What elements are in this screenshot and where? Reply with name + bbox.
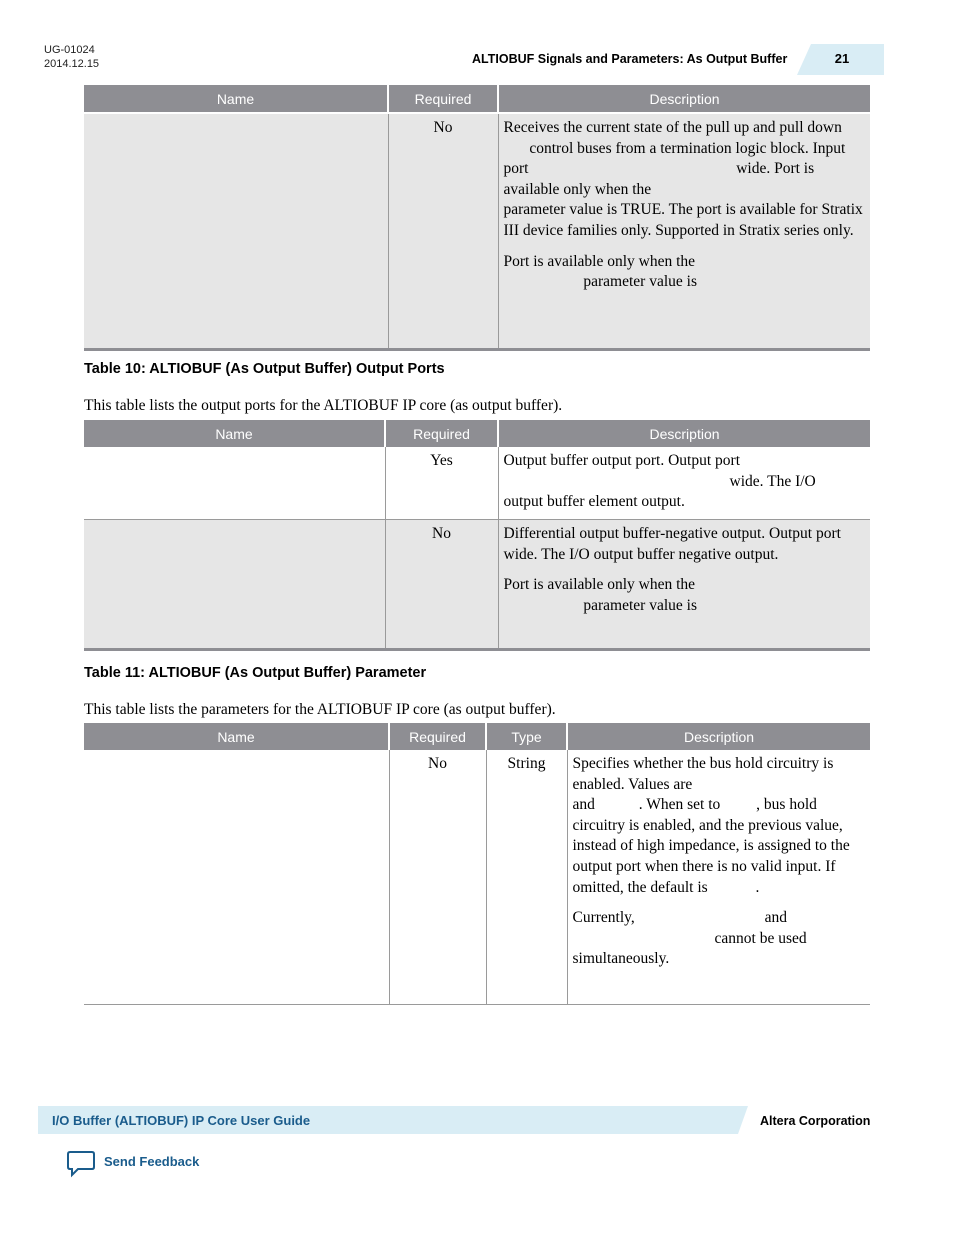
table-10-caption: Table 10: ALTIOBUF (As Output Buffer) Output Ports xyxy=(84,361,445,377)
doc-date: 2014.12.15 xyxy=(44,58,100,70)
table-row xyxy=(84,520,870,650)
cell-name xyxy=(84,520,385,650)
cell-required: Yes xyxy=(385,447,498,520)
speech-bubble-icon[interactable] xyxy=(66,1150,96,1183)
desc-text: Differential output buffer-negative output. Output port xyxy=(503,525,841,542)
desc-text: wide. The I/O xyxy=(729,472,816,490)
cell-name xyxy=(84,113,388,350)
footer-guide-title: I/O Buffer (ALTIOBUF) IP Core User Guide xyxy=(52,1113,311,1128)
desc-text: and xyxy=(764,909,788,927)
table-header-row xyxy=(84,723,870,750)
desc-text: output buffer element output. xyxy=(503,493,685,511)
desc-text: and xyxy=(572,796,595,814)
cell-description xyxy=(498,447,870,520)
col-header-description: Description xyxy=(498,85,870,113)
cell-type: String xyxy=(486,750,567,1005)
table-row xyxy=(84,447,870,520)
page-tab-notch xyxy=(797,44,811,75)
cell-required: No xyxy=(389,750,486,1005)
col-header-description: Description xyxy=(567,723,870,750)
send-feedback-link[interactable]: Send Feedback xyxy=(104,1154,200,1169)
desc-text: Receives the current state of the pull up and pull down xyxy=(503,119,842,136)
desc-text: parameter value is xyxy=(583,596,697,614)
desc-text: , bus hold circuitry is enabled, and the previous value, instead of high impedance, is assigned to the output port when there is no valid input. If omitted, the default is xyxy=(572,796,850,896)
desc-text: cannot be used simultaneously. xyxy=(572,929,807,968)
table-header-row xyxy=(84,85,870,113)
desc-text: value is TRUE. The port is available for Stratix III device families only. Supported in Stratix series only. xyxy=(503,201,863,239)
desc-text: parameter xyxy=(503,201,566,219)
desc-text: . When set to xyxy=(638,796,721,814)
doc-number: UG-01024 xyxy=(44,44,95,56)
col-header-description: Description xyxy=(498,420,870,447)
desc-text: Port is available only when the xyxy=(503,576,696,594)
table-header-row xyxy=(84,420,870,447)
col-header-required: Required xyxy=(385,420,498,447)
desc-text: wide. The I/O output buffer negative output. xyxy=(503,545,779,563)
col-header-type: Type xyxy=(486,723,567,750)
col-header-name: Name xyxy=(84,85,388,113)
section-title: ALTIOBUF Signals and Parameters: As Output Buffer xyxy=(472,52,788,66)
table-row xyxy=(84,113,870,350)
output-ports-table xyxy=(84,420,870,651)
page-number: 21 xyxy=(834,51,850,66)
desc-text: control buses from a termination logic block. Input port xyxy=(503,139,846,178)
desc-text: parameter value is xyxy=(583,273,697,291)
desc-text: Port is available only when the xyxy=(503,252,696,270)
col-header-required: Required xyxy=(389,723,486,750)
continued-ports-table xyxy=(84,85,870,351)
cell-required: No xyxy=(388,113,498,350)
table-row xyxy=(84,750,870,1005)
desc-text: Currently, xyxy=(572,909,635,927)
footer-company: Altera Corporation xyxy=(760,1114,871,1128)
document-id xyxy=(44,43,99,71)
cell-name xyxy=(84,750,389,1005)
col-header-name: Name xyxy=(84,723,389,750)
desc-text: Output buffer output port. Output port xyxy=(503,452,740,469)
table-10-intro: This table lists the output ports for the ALTIOBUF IP core (as output buffer). xyxy=(84,397,563,414)
table-11-intro: This table lists the parameters for the ALTIOBUF IP core (as output buffer). xyxy=(84,701,556,718)
col-header-name: Name xyxy=(84,420,385,447)
desc-text: . xyxy=(755,878,760,896)
cell-description xyxy=(498,520,870,650)
parameter-table xyxy=(84,723,870,1005)
table-11-caption: Table 11: ALTIOBUF (As Output Buffer) Parameter xyxy=(84,665,427,681)
desc-text: Specifies whether the bus hold circuitry is enabled. Values are xyxy=(572,755,834,793)
cell-description xyxy=(567,750,870,1005)
cell-required: No xyxy=(385,520,498,650)
col-header-required: Required xyxy=(388,85,498,113)
cell-name xyxy=(84,447,385,520)
cell-description xyxy=(498,113,870,350)
footer-band-notch xyxy=(738,1106,748,1134)
desc-text: wide. Port is available only when the xyxy=(503,160,815,198)
